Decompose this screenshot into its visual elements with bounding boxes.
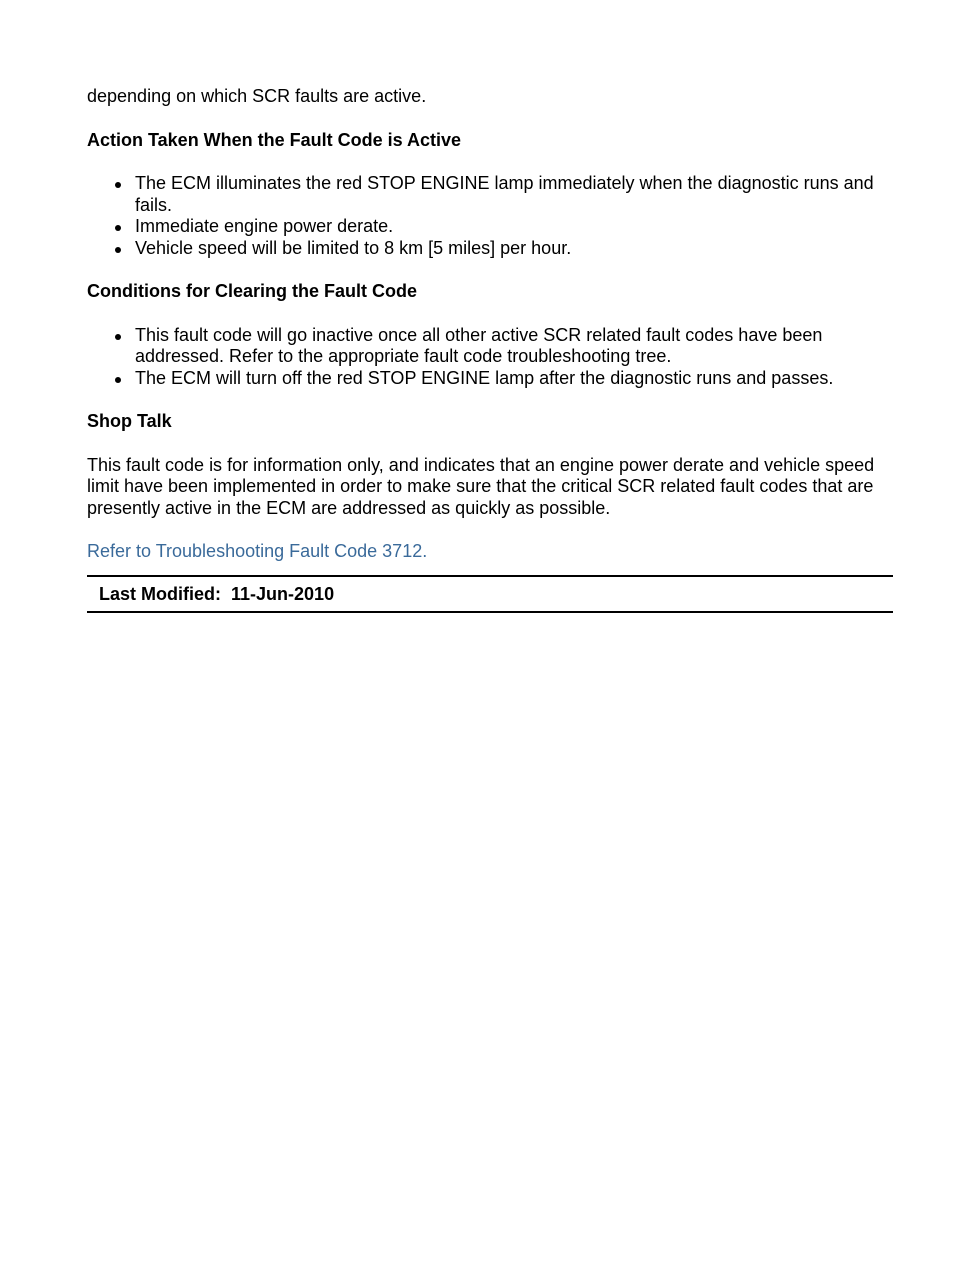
shop-talk-heading: Shop Talk	[87, 411, 172, 431]
last-modified-bar	[87, 575, 893, 614]
clearing-list	[87, 325, 893, 390]
bullet-icon	[115, 225, 121, 231]
intro-text: depending on which SCR faults are active.	[87, 86, 427, 106]
action-list	[87, 173, 893, 259]
troubleshooting-link[interactable]: Refer to Troubleshooting Fault Code 3712.	[87, 541, 428, 561]
bullet-icon	[115, 182, 121, 188]
bullet-icon	[115, 334, 121, 340]
list-item-text: This fault code will go inactive once all other active SCR related fault codes have been addressed. Refer to the appropriate fault code troubleshooting tree.	[135, 324, 823, 366]
list-item	[87, 173, 893, 216]
last-modified-date: 11-Jun-2010	[231, 583, 335, 604]
document-page	[87, 86, 893, 613]
shop-talk-text: This fault code is for information only, and indicates that an engine power derate and vehicle speed limit have been implemented in order to make sure that the critical SCR related fault codes that are presently active in the ECM are addressed as quickly as possible.	[87, 454, 875, 518]
list-item-text: The ECM illuminates the red STOP ENGINE lamp immediately when the diagnostic runs and fails.	[135, 173, 874, 215]
last-modified-label: Last Modified:	[99, 583, 221, 604]
list-item	[87, 238, 893, 260]
list-item-text: The ECM will turn off the red STOP ENGINE lamp after the diagnostic runs and passes.	[135, 367, 834, 388]
bullet-icon	[115, 377, 121, 383]
clearing-heading: Conditions for Clearing the Fault Code	[87, 281, 417, 301]
list-item	[87, 368, 893, 390]
list-item-text: Immediate engine power derate.	[135, 216, 394, 236]
bullet-icon	[115, 247, 121, 253]
list-item	[87, 325, 893, 368]
list-item	[87, 216, 893, 238]
list-item-text: Vehicle speed will be limited to 8 km [5 miles] per hour.	[135, 237, 572, 258]
action-heading: Action Taken When the Fault Code is Active	[87, 129, 462, 150]
